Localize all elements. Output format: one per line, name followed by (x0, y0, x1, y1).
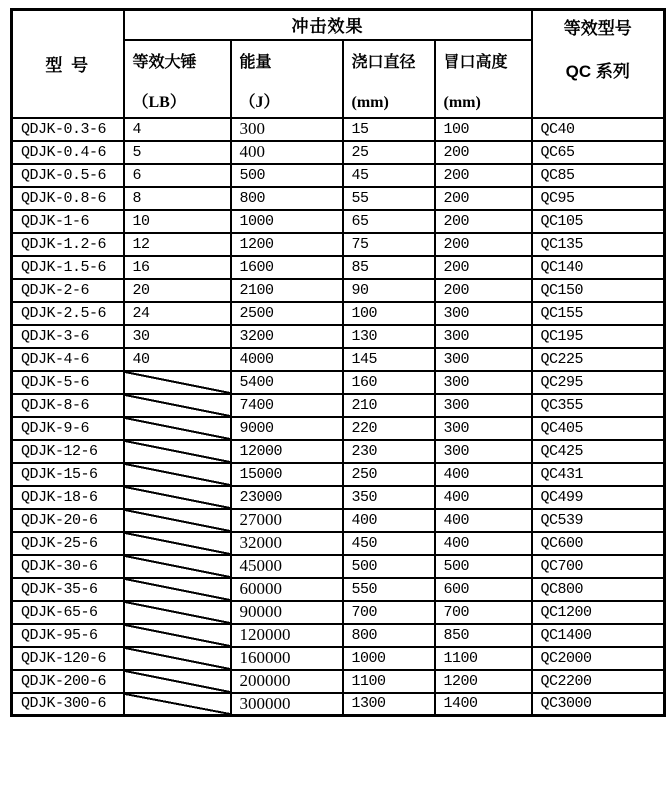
riser-height-cell: 300 (435, 302, 532, 325)
model-cell: QDJK-95-6 (12, 624, 124, 647)
qc-model-cell: QC85 (532, 164, 665, 187)
col-header-impact-group: 冲击效果 (124, 10, 532, 40)
table-row (12, 210, 665, 233)
qc-model-cell: QC1400 (532, 624, 665, 647)
not-applicable-diagonal-cell (124, 417, 231, 440)
not-applicable-diagonal-cell (124, 394, 231, 417)
table-row (12, 118, 665, 141)
model-cell: QDJK-300-6 (12, 693, 124, 716)
hammer-cell: 16 (124, 256, 231, 279)
table-row (12, 141, 665, 164)
table-row (12, 486, 665, 509)
model-cell: QDJK-15-6 (12, 463, 124, 486)
gate-diameter-cell: 45 (343, 164, 435, 187)
model-cell: QDJK-1.2-6 (12, 233, 124, 256)
model-cell: QDJK-200-6 (12, 670, 124, 693)
energy-cell: 90000 (231, 601, 343, 624)
hammer-cell: 4 (124, 118, 231, 141)
energy-cell: 27000 (231, 509, 343, 532)
not-applicable-diagonal-cell (124, 509, 231, 532)
model-cell: QDJK-0.3-6 (12, 118, 124, 141)
riser-height-cell: 1100 (435, 647, 532, 670)
qc-model-cell: QC195 (532, 325, 665, 348)
gate-diameter-cell: 1300 (343, 693, 435, 716)
equivalent-model-label: 等效型号 (563, 19, 632, 38)
qc-model-cell: QC499 (532, 486, 665, 509)
qc-model-cell: QC1200 (532, 601, 665, 624)
riser-height-cell: 300 (435, 371, 532, 394)
col-header-gate-diameter (343, 40, 435, 118)
energy-unit: （J） (239, 93, 280, 111)
riser-height-cell: 200 (435, 210, 532, 233)
riser-height-cell: 400 (435, 463, 532, 486)
riser-height-cell: 1200 (435, 670, 532, 693)
not-applicable-diagonal-cell (124, 371, 231, 394)
header-row-group (12, 10, 665, 40)
energy-cell: 160000 (231, 647, 343, 670)
qc-model-cell: QC539 (532, 509, 665, 532)
hammer-unit: （LB） (132, 93, 186, 111)
col-header-riser-height (435, 40, 532, 118)
qc-model-cell: QC95 (532, 187, 665, 210)
table-row (12, 578, 665, 601)
table-row (12, 348, 665, 371)
not-applicable-diagonal-cell (124, 532, 231, 555)
energy-cell: 120000 (231, 624, 343, 647)
gate-diameter-unit: (mm) (351, 93, 389, 111)
table-row (12, 371, 665, 394)
table-header (12, 10, 665, 118)
table-row (12, 440, 665, 463)
energy-cell: 32000 (231, 532, 343, 555)
riser-height-title: 冒口高度 (443, 53, 508, 71)
not-applicable-diagonal-cell (124, 463, 231, 486)
riser-height-cell: 300 (435, 417, 532, 440)
gate-diameter-cell: 800 (343, 624, 435, 647)
energy-cell: 200000 (231, 670, 343, 693)
gate-diameter-cell: 450 (343, 532, 435, 555)
riser-height-cell: 400 (435, 486, 532, 509)
gate-diameter-cell: 500 (343, 555, 435, 578)
qc-model-cell: QC405 (532, 417, 665, 440)
riser-height-cell: 400 (435, 532, 532, 555)
hammer-cell: 30 (124, 325, 231, 348)
energy-cell: 45000 (231, 555, 343, 578)
table-row (12, 302, 665, 325)
riser-height-cell: 300 (435, 348, 532, 371)
table-row (12, 601, 665, 624)
not-applicable-diagonal-cell (124, 670, 231, 693)
hammer-cell: 10 (124, 210, 231, 233)
table-row (12, 233, 665, 256)
qc-model-cell: QC105 (532, 210, 665, 233)
qc-model-cell: QC3000 (532, 693, 665, 716)
gate-diameter-cell: 400 (343, 509, 435, 532)
model-cell: QDJK-2-6 (12, 279, 124, 302)
table-row (12, 325, 665, 348)
col-header-energy (231, 40, 343, 118)
qc-model-cell: QC700 (532, 555, 665, 578)
model-cell: QDJK-25-6 (12, 532, 124, 555)
not-applicable-diagonal-cell (124, 693, 231, 716)
energy-cell: 12000 (231, 440, 343, 463)
energy-cell: 400 (231, 141, 343, 164)
qc-model-cell: QC135 (532, 233, 665, 256)
qc-model-cell: QC155 (532, 302, 665, 325)
qc-model-cell: QC140 (532, 256, 665, 279)
riser-height-cell: 200 (435, 187, 532, 210)
not-applicable-diagonal-cell (124, 647, 231, 670)
energy-cell: 60000 (231, 578, 343, 601)
gate-diameter-cell: 700 (343, 601, 435, 624)
riser-height-cell: 200 (435, 279, 532, 302)
gate-diameter-cell: 1000 (343, 647, 435, 670)
energy-title: 能量 (239, 53, 272, 71)
table-row (12, 463, 665, 486)
riser-height-cell: 200 (435, 256, 532, 279)
qc-model-cell: QC2200 (532, 670, 665, 693)
energy-cell: 4000 (231, 348, 343, 371)
not-applicable-diagonal-cell (124, 601, 231, 624)
gate-diameter-cell: 90 (343, 279, 435, 302)
table-row (12, 693, 665, 716)
model-cell: QDJK-1.5-6 (12, 256, 124, 279)
table-body (12, 118, 665, 716)
riser-height-cell: 500 (435, 555, 532, 578)
energy-cell: 15000 (231, 463, 343, 486)
riser-height-cell: 200 (435, 164, 532, 187)
gate-diameter-cell: 25 (343, 141, 435, 164)
table-row (12, 624, 665, 647)
qc-model-cell: QC150 (532, 279, 665, 302)
gate-diameter-cell: 1100 (343, 670, 435, 693)
qc-model-cell: QC355 (532, 394, 665, 417)
model-cell: QDJK-35-6 (12, 578, 124, 601)
model-cell: QDJK-3-6 (12, 325, 124, 348)
energy-cell: 300000 (231, 693, 343, 716)
qc-model-cell: QC295 (532, 371, 665, 394)
qc-model-cell: QC65 (532, 141, 665, 164)
gate-diameter-cell: 350 (343, 486, 435, 509)
model-cell: QDJK-9-6 (12, 417, 124, 440)
table-row (12, 187, 665, 210)
qc-model-cell: QC431 (532, 463, 665, 486)
table-row (12, 670, 665, 693)
energy-cell: 2100 (231, 279, 343, 302)
qc-model-cell: QC2000 (532, 647, 665, 670)
table-row (12, 509, 665, 532)
gate-diameter-cell: 230 (343, 440, 435, 463)
gate-diameter-cell: 210 (343, 394, 435, 417)
hammer-cell: 20 (124, 279, 231, 302)
not-applicable-diagonal-cell (124, 578, 231, 601)
riser-height-cell: 300 (435, 440, 532, 463)
hammer-cell: 40 (124, 348, 231, 371)
model-cell: QDJK-30-6 (12, 555, 124, 578)
qc-model-cell: QC425 (532, 440, 665, 463)
riser-height-cell: 200 (435, 233, 532, 256)
riser-height-cell: 1400 (435, 693, 532, 716)
not-applicable-diagonal-cell (124, 486, 231, 509)
hammer-cell: 5 (124, 141, 231, 164)
energy-cell: 3200 (231, 325, 343, 348)
riser-height-cell: 100 (435, 118, 532, 141)
gate-diameter-cell: 15 (343, 118, 435, 141)
riser-height-unit: (mm) (443, 93, 481, 111)
gate-diameter-cell: 65 (343, 210, 435, 233)
energy-cell: 5400 (231, 371, 343, 394)
energy-cell: 1200 (231, 233, 343, 256)
table-row (12, 647, 665, 670)
gate-diameter-cell: 160 (343, 371, 435, 394)
not-applicable-diagonal-cell (124, 624, 231, 647)
model-cell: QDJK-2.5-6 (12, 302, 124, 325)
qc-model-cell: QC40 (532, 118, 665, 141)
gate-diameter-cell: 100 (343, 302, 435, 325)
model-cell: QDJK-0.5-6 (12, 164, 124, 187)
model-cell: QDJK-120-6 (12, 647, 124, 670)
col-header-hammer (124, 40, 231, 118)
gate-diameter-cell: 220 (343, 417, 435, 440)
energy-cell: 23000 (231, 486, 343, 509)
riser-height-cell: 700 (435, 601, 532, 624)
gate-diameter-title: 浇口直径 (351, 53, 416, 71)
hammer-cell: 12 (124, 233, 231, 256)
not-applicable-diagonal-cell (124, 440, 231, 463)
energy-cell: 9000 (231, 417, 343, 440)
model-cell: QDJK-0.8-6 (12, 187, 124, 210)
model-cell: QDJK-5-6 (12, 371, 124, 394)
model-cell: QDJK-1-6 (12, 210, 124, 233)
table-row (12, 279, 665, 302)
qc-series-label: QC 系列 (565, 62, 630, 81)
table-row (12, 555, 665, 578)
hammer-cell: 6 (124, 164, 231, 187)
qc-model-cell: QC800 (532, 578, 665, 601)
gate-diameter-cell: 55 (343, 187, 435, 210)
riser-height-cell: 300 (435, 394, 532, 417)
energy-cell: 300 (231, 118, 343, 141)
riser-height-cell: 850 (435, 624, 532, 647)
hammer-cell: 24 (124, 302, 231, 325)
energy-cell: 2500 (231, 302, 343, 325)
energy-cell: 500 (231, 164, 343, 187)
model-cell: QDJK-12-6 (12, 440, 124, 463)
riser-height-cell: 600 (435, 578, 532, 601)
qc-model-cell: QC600 (532, 532, 665, 555)
qc-model-cell: QC225 (532, 348, 665, 371)
model-cell: QDJK-20-6 (12, 509, 124, 532)
table-row (12, 164, 665, 187)
table-row (12, 394, 665, 417)
col-header-model: 型 号 (12, 10, 124, 118)
model-cell: QDJK-8-6 (12, 394, 124, 417)
energy-cell: 1000 (231, 210, 343, 233)
energy-cell: 7400 (231, 394, 343, 417)
gate-diameter-cell: 145 (343, 348, 435, 371)
gate-diameter-cell: 75 (343, 233, 435, 256)
riser-height-cell: 400 (435, 509, 532, 532)
riser-height-cell: 200 (435, 141, 532, 164)
model-cell: QDJK-0.4-6 (12, 141, 124, 164)
gate-diameter-cell: 130 (343, 325, 435, 348)
hammer-cell: 8 (124, 187, 231, 210)
energy-cell: 800 (231, 187, 343, 210)
table-row (12, 532, 665, 555)
hammer-title: 等效大锤 (132, 53, 197, 71)
model-cell: QDJK-18-6 (12, 486, 124, 509)
gate-diameter-cell: 250 (343, 463, 435, 486)
model-cell: QDJK-65-6 (12, 601, 124, 624)
gate-diameter-cell: 85 (343, 256, 435, 279)
col-header-equivalent (532, 10, 665, 118)
not-applicable-diagonal-cell (124, 555, 231, 578)
table-row (12, 256, 665, 279)
model-cell: QDJK-4-6 (12, 348, 124, 371)
energy-cell: 1600 (231, 256, 343, 279)
riser-height-cell: 300 (435, 325, 532, 348)
table-row (12, 417, 665, 440)
spec-table (10, 8, 666, 717)
gate-diameter-cell: 550 (343, 578, 435, 601)
